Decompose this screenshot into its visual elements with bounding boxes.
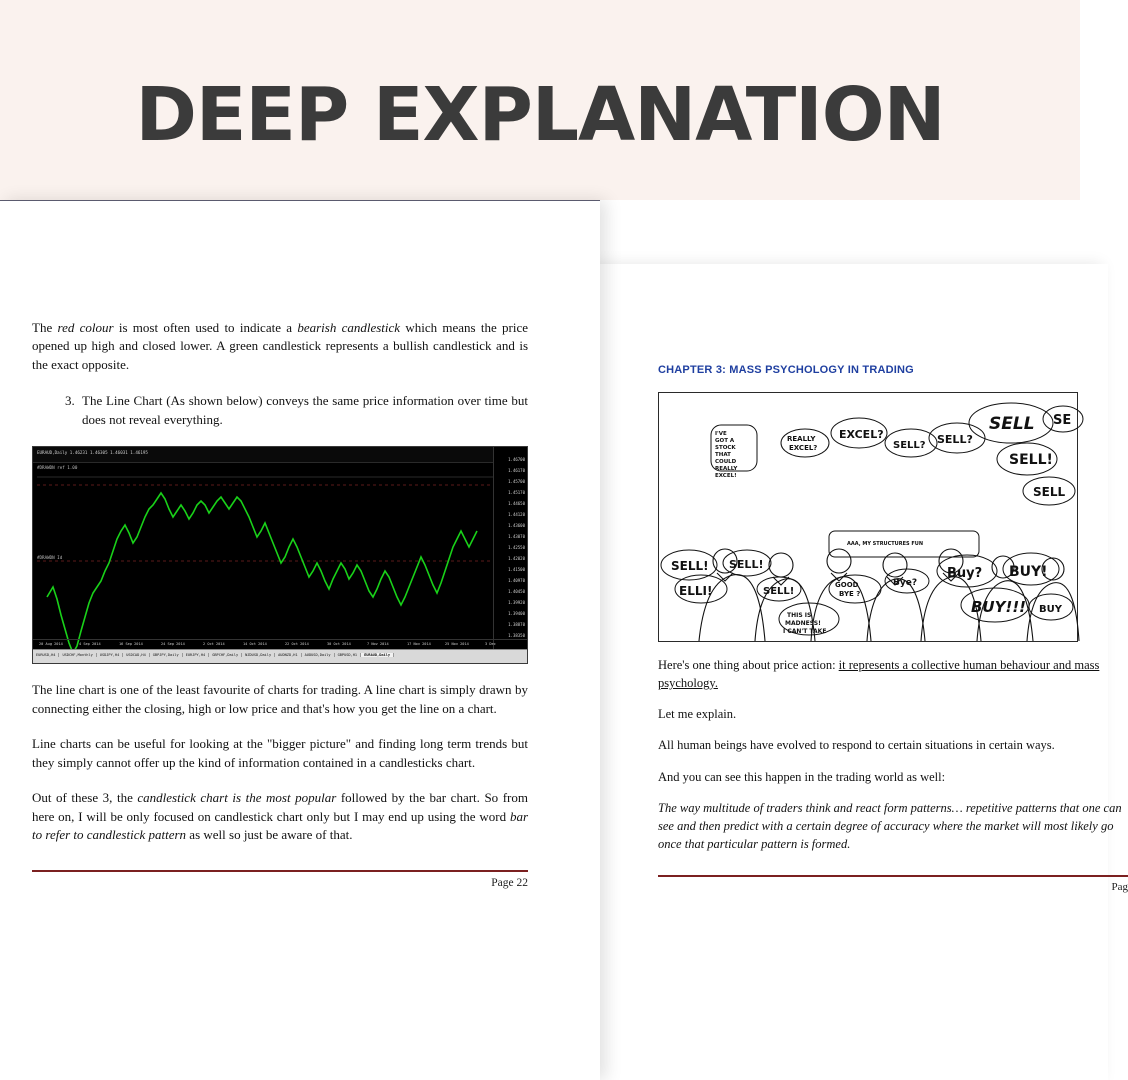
svg-text:I'VE: I'VE — [715, 431, 727, 437]
svg-text:SELL?: SELL? — [937, 433, 973, 446]
svg-text:EXCEL!: EXCEL! — [715, 473, 737, 479]
right-page — [598, 264, 1128, 1080]
numbered-list — [32, 392, 528, 429]
svg-text:BUY!: BUY! — [1009, 564, 1048, 580]
lp4-d: bar to refer to candlestick pattern — [32, 808, 528, 842]
chart-tab-active[interactable]: EURAUD,Daily — [361, 653, 394, 657]
svg-text:THAT: THAT — [715, 452, 731, 458]
right-page-number: Pag — [1111, 881, 1128, 893]
svg-text:EXCEL?: EXCEL? — [789, 444, 818, 452]
chart-tab[interactable]: USDJPY,H4 — [97, 653, 123, 657]
chart-tab[interactable]: EURUSD,H4 — [33, 653, 59, 657]
svg-text:SELL?: SELL? — [893, 440, 926, 451]
chart-time-scale: 20 Aug 2014 4 Sep 2014 16 Sep 2014 24 Sep 2014 2 Oct 2014 14 Oct 2014 22 Oct 2014 30 Oct 2014 7 Nov 2014 17 Nov 2014 25 Nov 2014 3 Dec — [33, 639, 527, 649]
svg-text:SELL!: SELL! — [1009, 452, 1053, 468]
svg-text:MADNESS!: MADNESS! — [785, 620, 821, 627]
svg-text:COULD: COULD — [715, 459, 737, 465]
chart-header-line-2: #DRAWDN ref 1.00 — [37, 465, 78, 471]
lp4-e: as well so just be aware of that. — [186, 826, 353, 842]
chart-tab[interactable]: GBPCHF,Daily — [209, 653, 242, 657]
chart-tab[interactable]: USDCHF,Monthly — [59, 653, 96, 657]
left-paragraph-4 — [32, 789, 528, 844]
banner — [0, 0, 1080, 200]
lp1-e: which means the price opened up high and closed lower. A green candlestick represents a bullish candlestick and is the exact opposite. — [32, 320, 529, 372]
svg-text:REALLY: REALLY — [787, 435, 816, 443]
svg-text:SELL: SELL — [989, 414, 1035, 434]
chart-tab[interactable]: AUDUSD,Daily — [302, 653, 335, 657]
svg-text:BUY: BUY — [1039, 604, 1062, 615]
svg-text:BUY!!!: BUY!!! — [971, 598, 1026, 616]
lp1-a: The — [32, 320, 58, 335]
line-chart-screenshot — [32, 446, 528, 664]
left-page — [0, 200, 600, 1080]
rp1-a: Here's one thing about price action: — [658, 658, 839, 672]
cartoon-illustration — [658, 392, 1078, 642]
chart-header-line-1: EURAUD,Daily 1.46231 1.46305 1.46031 1.46195 — [33, 447, 527, 463]
svg-text:REALLY: REALLY — [715, 466, 738, 472]
chart-tab[interactable]: GBPUSD,H1 — [335, 653, 361, 657]
svg-text:I CAN'T TAKE: I CAN'T TAKE — [783, 628, 827, 635]
svg-text:SELL!: SELL! — [671, 559, 709, 573]
lp4-b: candlestick chart is the most popular — [137, 790, 337, 806]
svg-text:GOT A: GOT A — [715, 438, 735, 444]
svg-text:ELLI!: ELLI! — [679, 584, 713, 598]
right-paragraph-4: And you can see this happen in the trading world as well: — [658, 769, 946, 784]
left-page-number: Page 22 — [491, 877, 528, 890]
svg-text:Buy?: Buy? — [947, 566, 983, 581]
svg-text:AAA, MY STRUCTURES FUN: AAA, MY STRUCTURES FUN — [847, 541, 924, 547]
chart-tab[interactable]: AUDNZD,H1 — [275, 653, 301, 657]
chart-tab[interactable]: GBPJPY,Daily — [150, 653, 183, 657]
chart-tab[interactable]: EURJPY,H4 — [183, 653, 209, 657]
svg-text:THIS IS: THIS IS — [787, 612, 812, 619]
left-paragraph-2: The line chart is one of the least favourite of charts for trading. A line chart is simply drawn by connecting either the closing, high or low price and that's how you get the line on a chart. — [32, 682, 528, 716]
rp1-b: it represents a collective human behaviour and mass psychology. — [658, 658, 1100, 691]
svg-text:SE: SE — [1053, 413, 1072, 428]
svg-text:EXCEL?: EXCEL? — [839, 428, 884, 441]
chart-series-line — [33, 447, 529, 665]
svg-text:SELL!: SELL! — [763, 586, 795, 597]
left-paragraph-3: Line charts can be useful for looking at the "bigger picture" and finding long term trends but they simply cannot offer up the kind of information contained in a candlesticks chart. — [32, 736, 528, 770]
list-item: 3. The Line Chart (As shown below) conveys the same price information over time but does not reveal everything. — [78, 392, 528, 429]
lp1-d: bearish candlestick — [297, 320, 401, 335]
svg-text:BYE ?: BYE ? — [839, 590, 861, 598]
left-page-divider — [32, 870, 528, 872]
right-paragraph-5: The way multitude of traders think and react form patterns… repetitive patterns that one can see and then predict with a certain degree of accuracy where the market will most likely go once that particular pattern is formed. — [658, 800, 1122, 851]
svg-text:STOCK: STOCK — [715, 445, 736, 451]
page-title: DEEP EXPLANATION — [135, 72, 945, 158]
svg-text:SELL!: SELL! — [729, 558, 764, 571]
chart-tab[interactable]: NZDUSD,Daily — [242, 653, 275, 657]
svg-text:SELL: SELL — [1033, 485, 1066, 499]
svg-text:GOOD: GOOD — [835, 581, 859, 589]
left-paragraph-1 — [32, 319, 528, 374]
chapter-heading: CHAPTER 3: MASS PSYCHOLOGY IN TRADING — [658, 364, 914, 376]
chart-price-scale: 1.46700 1.46170 1.45700 1.45170 1.44650 1.44120 1.43600 1.43070 1.42550 1.42020 1.41500 1.40970 1.40450 1.39920 1.39400 1.38870 1.38350 — [493, 447, 527, 663]
right-paragraph-1 — [658, 656, 1128, 692]
lp1-c: is most often used to indicate a — [113, 320, 298, 335]
svg-text:Bye?: Bye? — [893, 578, 918, 588]
lp1-b: red colour — [57, 320, 114, 335]
chart-tab[interactable]: USDCAD,H4 — [123, 653, 149, 657]
chart-symbol-tabs[interactable] — [33, 649, 527, 663]
right-paragraph-2: Let me explain. — [658, 707, 737, 722]
lp4-a: Out of these 3, the — [32, 790, 138, 806]
right-paragraph-3: All human beings have evolved to respond to certain situations in certain ways. — [658, 738, 1055, 753]
lp4-c: followed by the bar chart. So from here on, I will be only focused on candlestick chart only but I may end up using the word — [32, 790, 528, 824]
chart-mid-label: #DRAWDN Id — [37, 555, 63, 561]
right-page-divider — [658, 875, 1128, 877]
